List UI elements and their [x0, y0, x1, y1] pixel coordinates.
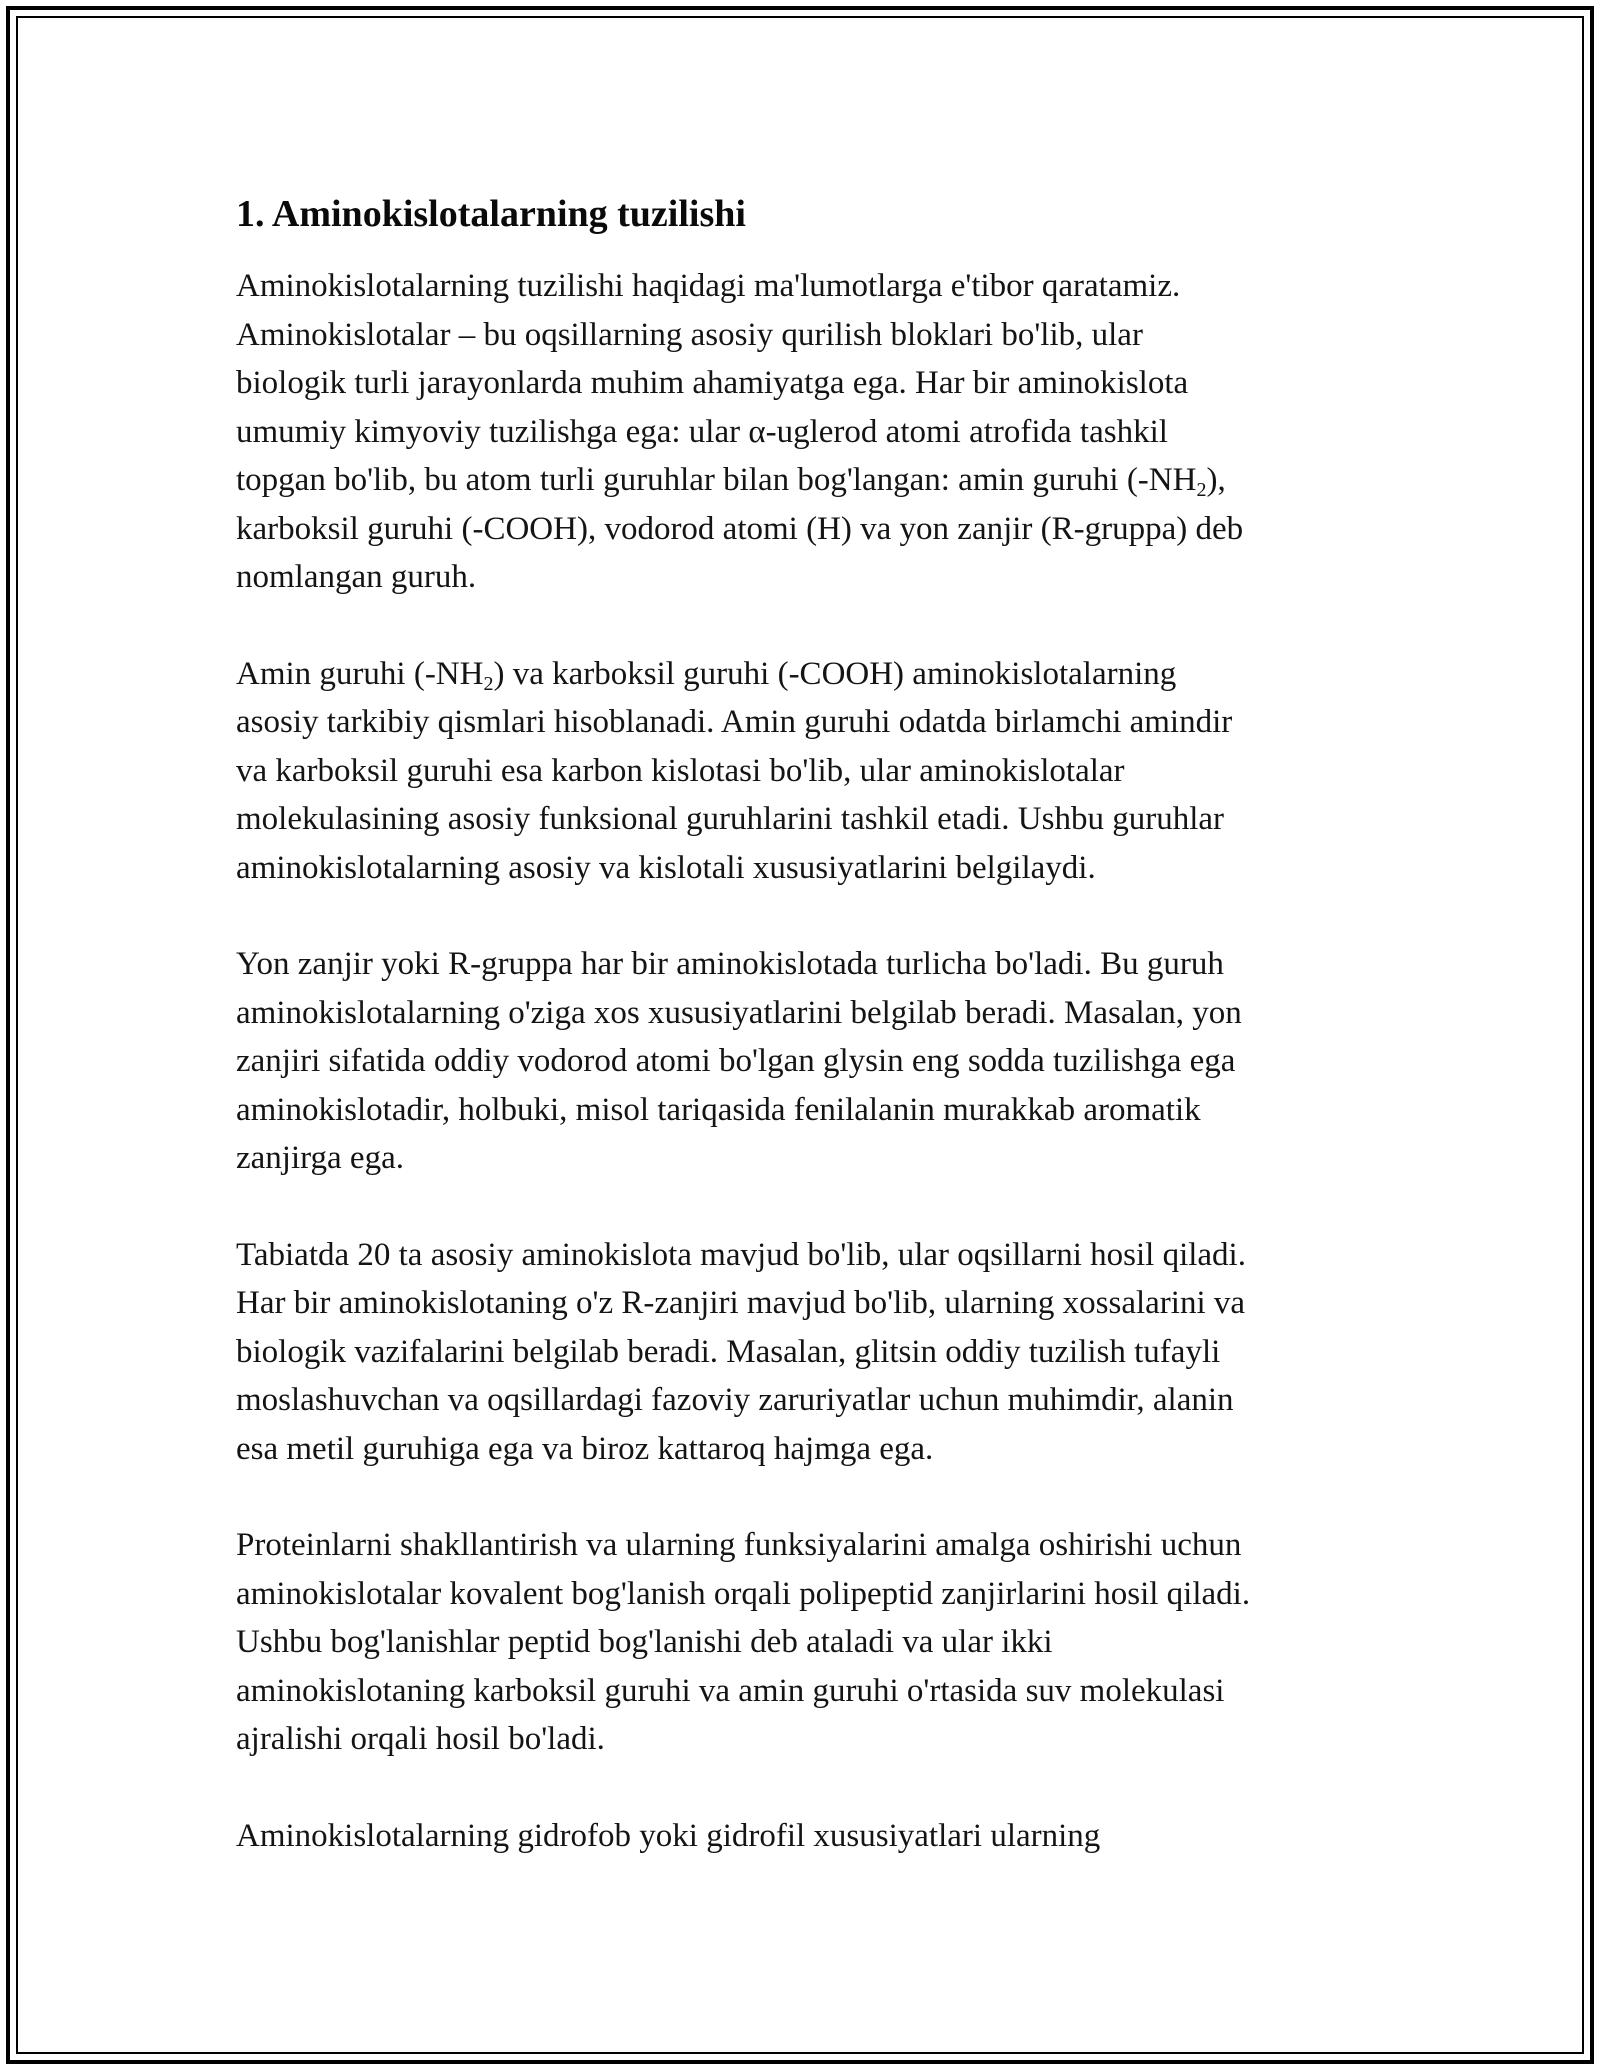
paragraph-twenty-amino-acids	[236, 1231, 1386, 1474]
text-fragment: ),	[1206, 462, 1226, 498]
text-line: Tabiatda 20 ta asosiy aminokislota mavjud bo'lib, ular oqsillarni hosil qiladi.	[236, 1236, 1246, 1273]
text-line: Amin guruhi (-NH	[236, 655, 484, 692]
text-line: biologik vazifalarini belgilab beradi. Masalan, glitsin oddiy tuzilish tufayli	[236, 1333, 1221, 1370]
text-line: aminokislotalarning asosiy va kislotali xususiyatlarini belgilaydi.	[236, 849, 1096, 886]
text-line: Har bir aminokislotaning o'z R-zanjiri mavjud bo'lib, ularning xossalarini va	[236, 1285, 1246, 1321]
text-line: Ushbu bog'lanishlar peptid bog'lanishi deb ataladi va ular ikki	[236, 1624, 1053, 1660]
section-heading: 1. Aminokislotalarning tuzilishi	[236, 193, 746, 235]
text-line: biologik turli jarayonlarda muhim ahamiyatga ega. Har bir aminokislota	[236, 365, 1189, 401]
text-line: Aminokislotalarning tuzilishi haqidagi ma'lumotlarga e'tibor qaratamiz.	[236, 268, 1181, 304]
text-line: asosiy tarkibiy qismlari hisoblanadi. Amin guruhi odatda birlamchi amindir	[236, 704, 1233, 740]
text-line: Yon zanjir yoki R-gruppa har bir aminokislotada turlicha bo'ladi. Bu guruh	[236, 946, 1224, 982]
text-line: aminokislotadir, holbuki, misol tariqasida fenilalanin murakkab aromatik	[236, 1091, 1201, 1128]
paragraph-peptide-bonds	[236, 1521, 1386, 1764]
subscript: 2	[483, 672, 494, 695]
paragraph-structure-intro	[236, 262, 1386, 602]
subscript: 2	[1196, 479, 1207, 501]
text-line: Aminokislotalarning gidrofob yoki gidrofil xususiyatlari ularning	[236, 1817, 1101, 1854]
document-body	[236, 186, 1386, 1908]
text-line: esa metil guruhiga ega va biroz kattaroq hajmga ega.	[236, 1430, 934, 1467]
text-line: aminokislotalar kovalent bog'lanish orqali polipeptid zanjirlarini hosil qiladi.	[236, 1575, 1251, 1612]
text-line: va karboksil guruhi esa karbon kislotasi bo'lib, ular aminokislotalar	[236, 752, 1125, 789]
text-line: Aminokislotalar – bu oqsillarning asosiy qurilish bloklari bo'lib, ular	[236, 316, 1143, 353]
text-line: molekulasining asosiy funksional guruhlarini tashkil etadi. Ushbu guruhlar	[236, 801, 1225, 837]
text-line: zanjiri sifatida oddiy vodorod atomi bo'lgan glysin eng sodda tuzilishga ega	[236, 1043, 1236, 1079]
paragraph-side-chain	[236, 940, 1386, 1183]
text-line: aminokislotaning karboksil guruhi va amin guruhi o'rtasida suv molekulasi	[236, 1672, 1225, 1709]
text-line: umumiy kimyoviy tuzilishga ega: ular α-uglerod atomi atrofida tashkil	[236, 413, 1168, 450]
text-line: Proteinlarni shakllantirish va ularning funksiyalarini amalga oshirishi uchun	[236, 1527, 1242, 1563]
text-line: aminokislotalarning o'ziga xos xususiyatlarini belgilab beradi. Masalan, yon	[236, 994, 1242, 1031]
text-line: karboksil guruhi (-COOH), vodorod atomi (H) va yon zanjir (R-gruppa) deb	[236, 510, 1244, 547]
text-line: moslashuvchan va oqsillardagi fazoviy zaruriyatlar uchun muhimdir, alanin	[236, 1382, 1234, 1418]
text-line: nomlangan guruh.	[236, 559, 477, 595]
text-line: ajralishi orqali hosil bo'ladi.	[236, 1721, 605, 1757]
text-fragment: ) va karboksil guruhi (-COOH) aminokislotalarning	[493, 655, 1177, 692]
paragraph-hydrophobicity	[236, 1812, 1386, 1861]
text-line: topgan bo'lib, bu atom turli guruhlar bilan bog'langan: amin guruhi (-NH	[236, 462, 1197, 498]
text-line: zanjirga ega.	[236, 1140, 404, 1176]
paragraph-functional-groups	[236, 650, 1386, 893]
